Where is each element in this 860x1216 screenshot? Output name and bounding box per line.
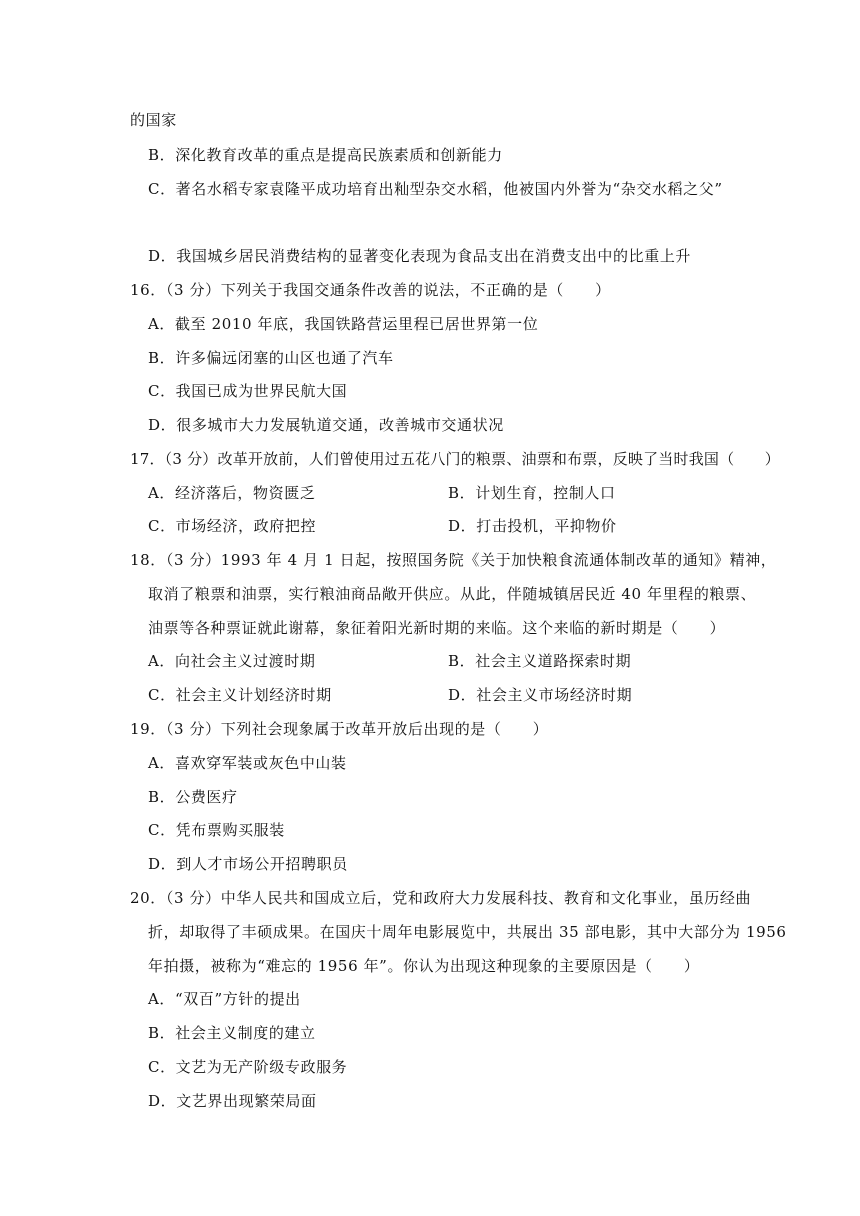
q17-stem: 17．（3 分）改革开放前，人们曾使用过五花八门的粮票、油票和布票，反映了当时我国（ ） — [130, 450, 780, 468]
q15-stem-tail: 的国家 — [130, 111, 177, 129]
q15-option-c: C．著名水稻专家袁隆平成功培育出籼型杂交水稻，他被国内外誉为“杂交水稻之父” — [148, 180, 723, 198]
q18-option-a: A．向社会主义过渡时期 — [148, 652, 316, 670]
q16-option-b: B．许多偏远闭塞的山区也通了汽车 — [148, 349, 394, 367]
q15-option-d: D．我国城乡居民消费结构的显著变化表现为食品支出在消费支出中的比重上升 — [148, 247, 692, 265]
q19-stem: 19．（3 分）下列社会现象属于改革开放后出现的是（ ） — [130, 720, 549, 738]
q18-option-d: D．社会主义市场经济时期 — [448, 686, 633, 704]
q16-option-d: D．很多城市大力发展轨道交通，改善城市交通状况 — [148, 416, 504, 434]
q17-option-a: A．经济落后，物资匮乏 — [148, 484, 316, 502]
q18-stem-line1: 18．（3 分）1993 年 4 月 1 日起，按照国务院《关于加快粮食流通体制改革的通知》精神， — [130, 551, 777, 569]
q20-stem-line2: 折，却取得了丰硕成果。在国庆十周年电影展览中，共展出 35 部电影，其中大部分为 1956 — [148, 923, 787, 941]
q16-option-a: A．截至 2010 年底，我国铁路营运里程已居世界第一位 — [148, 315, 539, 333]
q17-option-c: C．市场经济，政府把控 — [148, 517, 317, 535]
q18-stem-line2: 取消了粮票和油票，实行粮油商品敞开供应。从此，伴随城镇居民近 40 年里程的粮票、 — [148, 585, 757, 603]
q20-option-c: C．文艺为无产阶级专政服务 — [148, 1058, 348, 1076]
q18-stem-line3: 油票等各种票证就此谢幕，象征着阳光新时期的来临。这个来临的新时期是（ ） — [148, 619, 726, 637]
q15-option-b: B．深化教育改革的重点是提高民族素质和创新能力 — [148, 146, 503, 164]
q20-option-a: A．“双百”方针的提出 — [148, 990, 301, 1008]
q19-option-d: D．到人才市场公开招聘职员 — [148, 855, 348, 873]
q20-stem-line3: 年拍摄，被称为“难忘的 1956 年”。你认为出现这种现象的主要原因是（ ） — [148, 957, 700, 975]
q16-stem: 16．（3 分）下列关于我国交通条件改善的说法，不正确的是（ ） — [130, 281, 611, 299]
q20-option-b: B．社会主义制度的建立 — [148, 1024, 316, 1042]
q17-option-b: B．计划生育，控制人口 — [448, 484, 616, 502]
q19-option-c: C．凭布票购买服装 — [148, 821, 285, 839]
q18-option-c: C．社会主义计划经济时期 — [148, 686, 332, 704]
q20-stem-line1: 20．（3 分）中华人民共和国成立后，党和政府大力发展科技、教育和文化事业，虽历经曲 — [130, 889, 752, 907]
q16-option-c: C．我国已成为世界民航大国 — [148, 382, 348, 400]
q19-option-b: B．公费医疗 — [148, 788, 238, 806]
q19-option-a: A．喜欢穿军装或灰色中山装 — [148, 754, 347, 772]
q18-option-b: B．社会主义道路探索时期 — [448, 652, 632, 670]
q20-option-d: D．文艺界出现繁荣局面 — [148, 1092, 317, 1110]
q17-option-d: D．打击投机，平抑物价 — [448, 517, 617, 535]
